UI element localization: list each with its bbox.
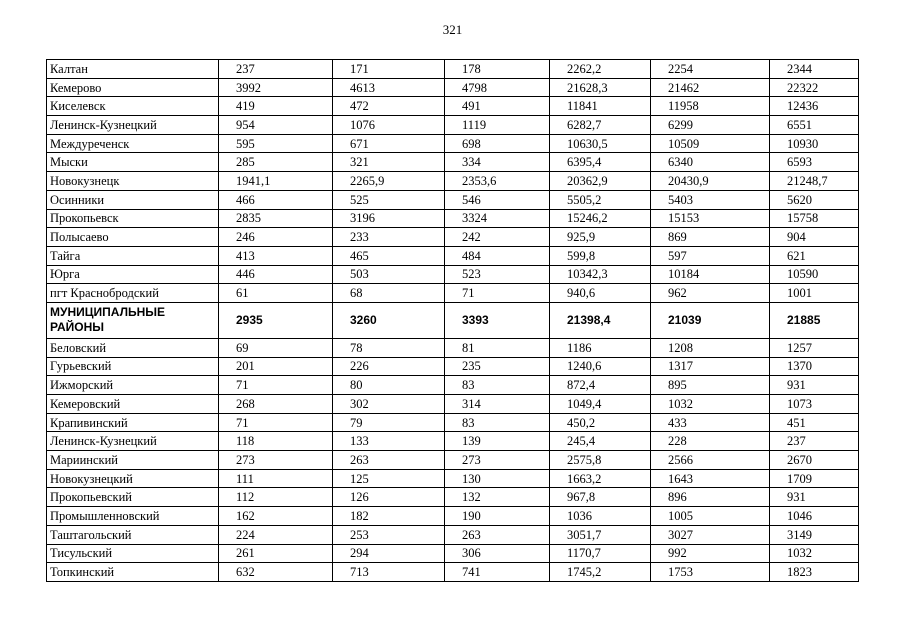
- table-row: [47, 451, 859, 470]
- value-cell: 226: [333, 357, 445, 376]
- value-cell: 10930: [770, 134, 859, 153]
- value-cell: 112: [219, 488, 333, 507]
- value-cell: 246: [219, 228, 333, 247]
- row-name-cell: Таштагольский: [47, 525, 219, 544]
- value-cell: 5620: [770, 190, 859, 209]
- value-cell: 484: [445, 246, 550, 265]
- value-cell: 273: [219, 451, 333, 470]
- value-cell: 3992: [219, 78, 333, 97]
- statistics-table: [46, 59, 859, 582]
- row-name-cell: Тисульский: [47, 544, 219, 563]
- table-row: [47, 413, 859, 432]
- table-row: [47, 209, 859, 228]
- value-cell: 61: [219, 284, 333, 303]
- value-cell: 962: [651, 284, 770, 303]
- value-cell: 931: [770, 376, 859, 395]
- row-name-cell: Осинники: [47, 190, 219, 209]
- table-row: [47, 265, 859, 284]
- value-cell: 4798: [445, 78, 550, 97]
- value-cell: 21398,4: [550, 302, 651, 338]
- value-cell: 22322: [770, 78, 859, 97]
- value-cell: 2265,9: [333, 172, 445, 191]
- value-cell: 10630,5: [550, 134, 651, 153]
- value-cell: 1709: [770, 469, 859, 488]
- value-cell: 71: [219, 413, 333, 432]
- table-row: [47, 338, 859, 357]
- value-cell: 21885: [770, 302, 859, 338]
- value-cell: 1032: [651, 395, 770, 414]
- value-cell: 235: [445, 357, 550, 376]
- row-name-cell: Топкинский: [47, 563, 219, 582]
- value-cell: 713: [333, 563, 445, 582]
- value-cell: 263: [445, 525, 550, 544]
- row-name-cell: Междуреченск: [47, 134, 219, 153]
- value-cell: 263: [333, 451, 445, 470]
- value-cell: 2670: [770, 451, 859, 470]
- value-cell: 3324: [445, 209, 550, 228]
- value-cell: 450,2: [550, 413, 651, 432]
- value-cell: 2262,2: [550, 60, 651, 79]
- value-cell: 2344: [770, 60, 859, 79]
- value-cell: 3260: [333, 302, 445, 338]
- value-cell: 3196: [333, 209, 445, 228]
- row-name-cell: Мыски: [47, 153, 219, 172]
- row-name-cell: Ленинск-Кузнецкий: [47, 432, 219, 451]
- value-cell: 80: [333, 376, 445, 395]
- value-cell: 253: [333, 525, 445, 544]
- value-cell: 1745,2: [550, 563, 651, 582]
- value-cell: 1823: [770, 563, 859, 582]
- row-name-cell: Кемерово: [47, 78, 219, 97]
- table-row: [47, 469, 859, 488]
- value-cell: 1643: [651, 469, 770, 488]
- table-row: [47, 488, 859, 507]
- table-row: [47, 376, 859, 395]
- value-cell: 1032: [770, 544, 859, 563]
- value-cell: 4613: [333, 78, 445, 97]
- row-name-cell: Прокопьевск: [47, 209, 219, 228]
- value-cell: 2566: [651, 451, 770, 470]
- row-name-cell: Прокопьевский: [47, 488, 219, 507]
- value-cell: 2353,6: [445, 172, 550, 191]
- value-cell: 1119: [445, 116, 550, 135]
- table-row: [47, 284, 859, 303]
- value-cell: 1370: [770, 357, 859, 376]
- value-cell: 1663,2: [550, 469, 651, 488]
- value-cell: 21248,7: [770, 172, 859, 191]
- row-name-cell: Ленинск-Кузнецкий: [47, 116, 219, 135]
- value-cell: 523: [445, 265, 550, 284]
- value-cell: 671: [333, 134, 445, 153]
- table-row: [47, 563, 859, 582]
- value-cell: 285: [219, 153, 333, 172]
- value-cell: 1076: [333, 116, 445, 135]
- value-cell: 302: [333, 395, 445, 414]
- value-cell: 503: [333, 265, 445, 284]
- table-row: [47, 525, 859, 544]
- value-cell: 413: [219, 246, 333, 265]
- row-name-cell: Ижморский: [47, 376, 219, 395]
- value-cell: 15153: [651, 209, 770, 228]
- value-cell: 1753: [651, 563, 770, 582]
- value-cell: 597: [651, 246, 770, 265]
- value-cell: 954: [219, 116, 333, 135]
- value-cell: 525: [333, 190, 445, 209]
- value-cell: 306: [445, 544, 550, 563]
- value-cell: 273: [445, 451, 550, 470]
- value-cell: 599,8: [550, 246, 651, 265]
- value-cell: 224: [219, 525, 333, 544]
- value-cell: 10184: [651, 265, 770, 284]
- table-row: [47, 172, 859, 191]
- value-cell: 321: [333, 153, 445, 172]
- row-name-cell: Кемеровский: [47, 395, 219, 414]
- value-cell: 1049,4: [550, 395, 651, 414]
- value-cell: 1317: [651, 357, 770, 376]
- value-cell: 201: [219, 357, 333, 376]
- table-row: [47, 507, 859, 526]
- value-cell: 1257: [770, 338, 859, 357]
- value-cell: 896: [651, 488, 770, 507]
- value-cell: 71: [219, 376, 333, 395]
- value-cell: 21039: [651, 302, 770, 338]
- value-cell: 12436: [770, 97, 859, 116]
- value-cell: 228: [651, 432, 770, 451]
- table-row-total: [47, 302, 859, 338]
- value-cell: 1208: [651, 338, 770, 357]
- value-cell: 895: [651, 376, 770, 395]
- value-cell: 71: [445, 284, 550, 303]
- row-name-cell: Гурьевский: [47, 357, 219, 376]
- value-cell: 1001: [770, 284, 859, 303]
- value-cell: 419: [219, 97, 333, 116]
- value-cell: 741: [445, 563, 550, 582]
- value-cell: 237: [770, 432, 859, 451]
- row-name-cell: пгт Краснобродский: [47, 284, 219, 303]
- value-cell: 233: [333, 228, 445, 247]
- value-cell: 132: [445, 488, 550, 507]
- value-cell: 546: [445, 190, 550, 209]
- table-row: [47, 432, 859, 451]
- value-cell: 21628,3: [550, 78, 651, 97]
- value-cell: 68: [333, 284, 445, 303]
- value-cell: 237: [219, 60, 333, 79]
- value-cell: 20430,9: [651, 172, 770, 191]
- value-cell: 931: [770, 488, 859, 507]
- value-cell: 15246,2: [550, 209, 651, 228]
- value-cell: 451: [770, 413, 859, 432]
- value-cell: 10342,3: [550, 265, 651, 284]
- value-cell: 21462: [651, 78, 770, 97]
- value-cell: 81: [445, 338, 550, 357]
- row-name-cell: Новокузнецкий: [47, 469, 219, 488]
- table-row: [47, 190, 859, 209]
- value-cell: 5403: [651, 190, 770, 209]
- value-cell: 78: [333, 338, 445, 357]
- table-row: [47, 228, 859, 247]
- value-cell: 294: [333, 544, 445, 563]
- value-cell: 268: [219, 395, 333, 414]
- value-cell: 314: [445, 395, 550, 414]
- value-cell: 2254: [651, 60, 770, 79]
- value-cell: 3051,7: [550, 525, 651, 544]
- value-cell: 1186: [550, 338, 651, 357]
- value-cell: 20362,9: [550, 172, 651, 191]
- value-cell: 190: [445, 507, 550, 526]
- value-cell: 162: [219, 507, 333, 526]
- value-cell: 1005: [651, 507, 770, 526]
- value-cell: 6299: [651, 116, 770, 135]
- row-name-cell: Калтан: [47, 60, 219, 79]
- value-cell: 171: [333, 60, 445, 79]
- row-name-cell: Крапивинский: [47, 413, 219, 432]
- value-cell: 2935: [219, 302, 333, 338]
- value-cell: 11958: [651, 97, 770, 116]
- value-cell: 2835: [219, 209, 333, 228]
- value-cell: 15758: [770, 209, 859, 228]
- value-cell: 83: [445, 413, 550, 432]
- value-cell: 3149: [770, 525, 859, 544]
- row-name-cell: Киселевск: [47, 97, 219, 116]
- row-name-cell: Промышленновский: [47, 507, 219, 526]
- value-cell: 2575,8: [550, 451, 651, 470]
- value-cell: 6340: [651, 153, 770, 172]
- value-cell: 139: [445, 432, 550, 451]
- table-row: [47, 246, 859, 265]
- table-row: [47, 395, 859, 414]
- value-cell: 6395,4: [550, 153, 651, 172]
- value-cell: 125: [333, 469, 445, 488]
- table-row: [47, 97, 859, 116]
- row-name-cell: Тайга: [47, 246, 219, 265]
- value-cell: 11841: [550, 97, 651, 116]
- value-cell: 10590: [770, 265, 859, 284]
- value-cell: 182: [333, 507, 445, 526]
- row-name-cell: Беловский: [47, 338, 219, 357]
- value-cell: 872,4: [550, 376, 651, 395]
- row-name-cell: Юрга: [47, 265, 219, 284]
- value-cell: 83: [445, 376, 550, 395]
- value-cell: 621: [770, 246, 859, 265]
- value-cell: 992: [651, 544, 770, 563]
- value-cell: 433: [651, 413, 770, 432]
- page-number: 321: [442, 22, 463, 37]
- value-cell: 245,4: [550, 432, 651, 451]
- table-row: [47, 357, 859, 376]
- table-body: [47, 60, 859, 582]
- value-cell: 118: [219, 432, 333, 451]
- value-cell: 1240,6: [550, 357, 651, 376]
- value-cell: 466: [219, 190, 333, 209]
- value-cell: 3027: [651, 525, 770, 544]
- value-cell: 242: [445, 228, 550, 247]
- value-cell: 491: [445, 97, 550, 116]
- value-cell: 465: [333, 246, 445, 265]
- value-cell: 334: [445, 153, 550, 172]
- row-name-cell: Полысаево: [47, 228, 219, 247]
- table-row: [47, 134, 859, 153]
- value-cell: 446: [219, 265, 333, 284]
- value-cell: 595: [219, 134, 333, 153]
- value-cell: 69: [219, 338, 333, 357]
- value-cell: 261: [219, 544, 333, 563]
- value-cell: 967,8: [550, 488, 651, 507]
- value-cell: 5505,2: [550, 190, 651, 209]
- value-cell: 632: [219, 563, 333, 582]
- row-name-cell: Новокузнецк: [47, 172, 219, 191]
- value-cell: 698: [445, 134, 550, 153]
- table-row: [47, 544, 859, 563]
- value-cell: 10509: [651, 134, 770, 153]
- value-cell: 925,9: [550, 228, 651, 247]
- value-cell: 940,6: [550, 284, 651, 303]
- value-cell: 1046: [770, 507, 859, 526]
- table-row: [47, 60, 859, 79]
- value-cell: 126: [333, 488, 445, 507]
- table-row: [47, 153, 859, 172]
- table-row: [47, 116, 859, 135]
- value-cell: 6593: [770, 153, 859, 172]
- value-cell: 79: [333, 413, 445, 432]
- value-cell: 6551: [770, 116, 859, 135]
- value-cell: 130: [445, 469, 550, 488]
- value-cell: 904: [770, 228, 859, 247]
- value-cell: 1073: [770, 395, 859, 414]
- row-name-cell: Мариинский: [47, 451, 219, 470]
- value-cell: 1170,7: [550, 544, 651, 563]
- table-row: [47, 78, 859, 97]
- value-cell: 111: [219, 469, 333, 488]
- value-cell: 1941,1: [219, 172, 333, 191]
- value-cell: 178: [445, 60, 550, 79]
- value-cell: 3393: [445, 302, 550, 338]
- value-cell: 1036: [550, 507, 651, 526]
- value-cell: 869: [651, 228, 770, 247]
- value-cell: 133: [333, 432, 445, 451]
- value-cell: 472: [333, 97, 445, 116]
- row-name-cell: МУНИЦИПАЛЬНЫЕ РАЙОНЫ: [47, 302, 219, 338]
- value-cell: 6282,7: [550, 116, 651, 135]
